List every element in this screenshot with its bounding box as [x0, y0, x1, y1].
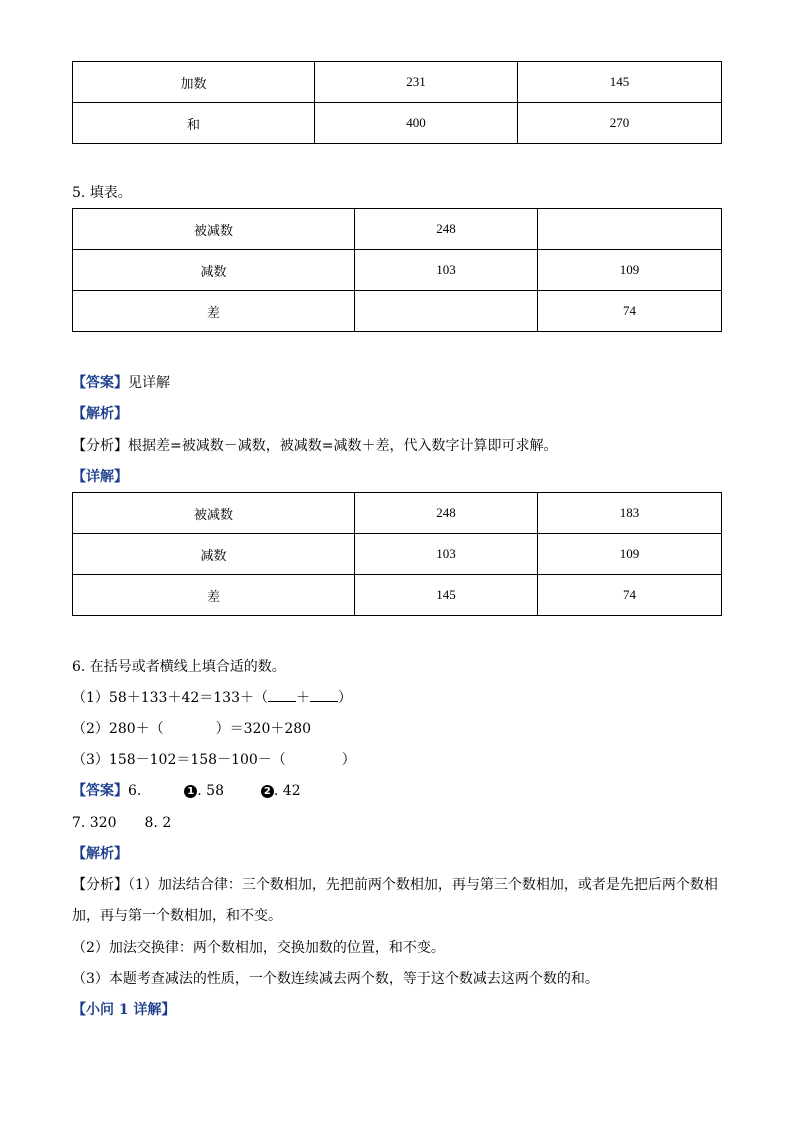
table-row [73, 291, 722, 332]
q5-detail-label [72, 468, 128, 486]
table-cell: 103 [355, 534, 538, 575]
detail-label: 【详解】 [72, 469, 128, 485]
fenxi-text: （1）加法结合律：三个数相加，先把前两个数相加，再与第三个数相加，或者是先把后两个数相 [128, 877, 718, 893]
answer-blank [268, 689, 296, 702]
sub2-text-b: ）＝320＋280 [215, 721, 312, 737]
answer-value-1: . 58 [197, 783, 224, 799]
detail-label: 【小问 1 详解】 [72, 1002, 176, 1018]
q6-sub1 [72, 689, 352, 707]
sub3-text-b: ） [341, 752, 356, 768]
table-cell: 109 [538, 534, 722, 575]
q6-answer-line2: 7. 320 8. 2 [72, 815, 172, 831]
analysis-label: 【解析】 [72, 846, 128, 862]
table-cell: 74 [538, 291, 722, 332]
sub1-text-b: ＋ [295, 690, 310, 706]
table-cell: 145 [518, 62, 722, 103]
table-cell: 109 [538, 250, 722, 291]
sub1-text-c: ） [337, 690, 352, 706]
table-cell: 减数 [73, 250, 355, 291]
q6-answer [72, 782, 301, 800]
table-cell: 183 [538, 493, 722, 534]
answer-label: 【答案】 [72, 375, 128, 391]
table-cell: 400 [315, 103, 518, 144]
table-cell: 248 [355, 209, 538, 250]
table-cell: 270 [518, 103, 722, 144]
answer-value-2: . 42 [273, 783, 301, 799]
table-cell: 差 [73, 291, 355, 332]
fenxi-text: 根据差=被减数－减数，被减数=减数＋差，代入数字计算即可求解。 [128, 438, 558, 454]
q6-fenxi-3: （3）本题考查减法的性质，一个数连续减去两个数，等于这个数减去这两个数的和。 [72, 971, 599, 987]
circled-number-2: 2 [261, 785, 274, 798]
q6-sub3 [72, 751, 356, 769]
table-cell: 103 [355, 250, 538, 291]
table-cell: 差 [73, 575, 355, 616]
q5-analysis [72, 405, 128, 423]
q5-fenxi [72, 437, 557, 455]
answer-label: 【答案】 [72, 783, 128, 799]
table-row [73, 103, 722, 144]
table-cell: 248 [355, 493, 538, 534]
table-cell [355, 291, 538, 332]
table-row [73, 62, 722, 103]
analysis-label: 【解析】 [72, 406, 128, 422]
q6-fenxi-2: （2）加法交换律：两个数相加，交换加数的位置，和不变。 [72, 940, 445, 956]
table-row [73, 250, 722, 291]
circled-number-1: 1 [184, 785, 197, 798]
q6-fenxi-1 [72, 876, 718, 894]
table-cell: 减数 [73, 534, 355, 575]
q6-sub2 [72, 720, 311, 738]
sub1-text-a: （1）58＋133＋42＝133＋（ [72, 690, 268, 706]
subtraction-table [72, 208, 722, 332]
table-cell: 145 [355, 575, 538, 616]
table-row [73, 575, 722, 616]
table-row [73, 209, 722, 250]
fenxi-label: 【分析】 [72, 877, 128, 893]
table-row [73, 534, 722, 575]
table-cell [538, 209, 722, 250]
question-5-title: 5. 填表。 [72, 185, 132, 201]
table-cell: 和 [73, 103, 315, 144]
q6-detail1-label [72, 1001, 176, 1019]
sub2-text-a: （2）280＋（ [72, 721, 164, 737]
table-cell: 被减数 [73, 209, 355, 250]
q6-analysis [72, 845, 128, 863]
table-cell: 231 [315, 62, 518, 103]
sub3-text-a: （3）158－102＝158－100－（ [72, 752, 286, 768]
fenxi-label: 【分析】 [72, 438, 128, 454]
q5-answer [72, 374, 170, 392]
addition-table [72, 61, 722, 144]
table-cell: 加数 [73, 62, 315, 103]
answer-blank [310, 689, 338, 702]
table-cell: 被减数 [73, 493, 355, 534]
question-6-title: 6. 在括号或者横线上填合适的数。 [72, 659, 286, 675]
answer-number: 6. [128, 783, 142, 799]
table-cell: 74 [538, 575, 722, 616]
answer-text: 见详解 [128, 375, 170, 391]
q6-fenxi-1-cont: 加，再与第一个数相加，和不变。 [72, 908, 282, 924]
table-row [73, 493, 722, 534]
subtraction-detail-table [72, 492, 722, 616]
